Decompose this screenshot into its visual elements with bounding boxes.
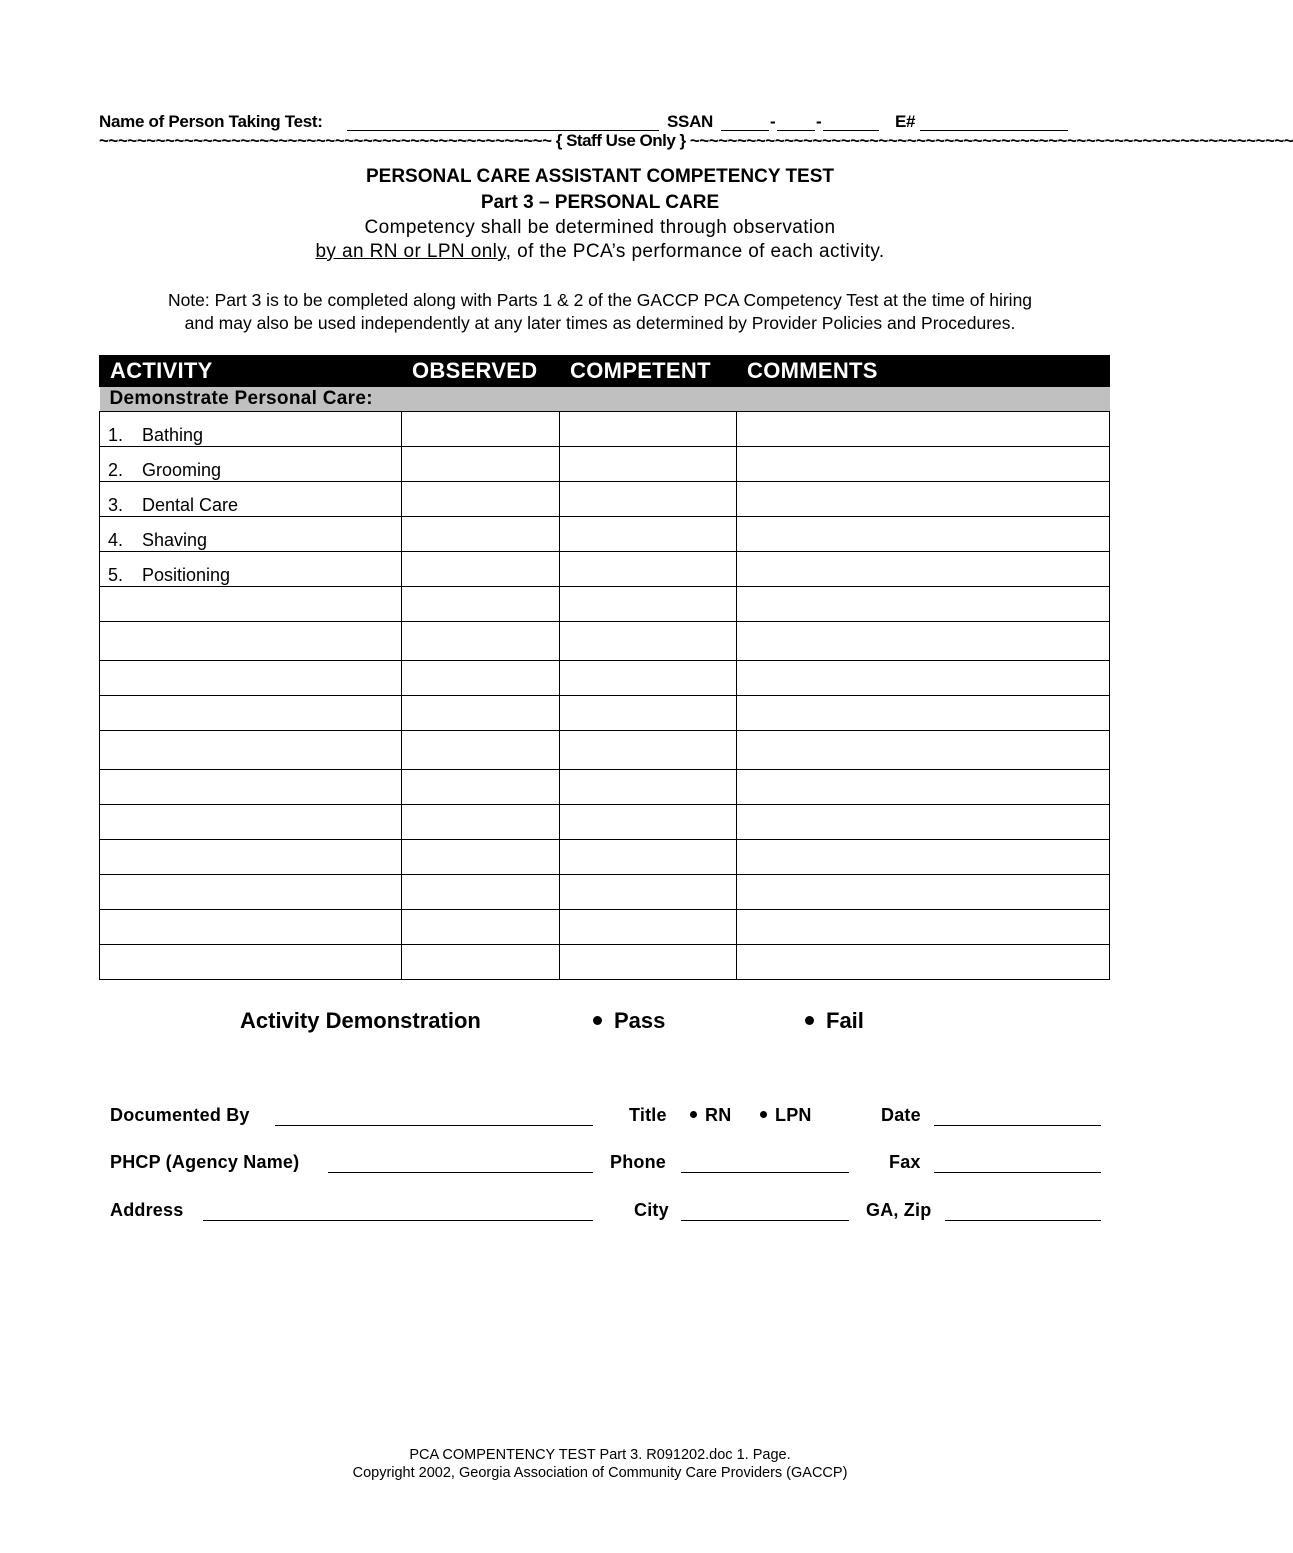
activity-cell[interactable] — [100, 770, 402, 805]
ga-zip-label: GA, Zip — [866, 1200, 932, 1220]
activity-demonstration-label: Activity Demonstration — [240, 1008, 481, 1033]
competent-cell[interactable] — [560, 412, 737, 447]
comments-cell[interactable] — [737, 770, 1110, 805]
activity-cell — [100, 482, 402, 517]
phone-label: Phone — [610, 1152, 667, 1172]
competent-cell[interactable] — [560, 770, 737, 805]
item-number: 1. — [108, 425, 124, 445]
table-row — [100, 412, 1110, 447]
ssan-dash-2: - — [816, 112, 822, 131]
activity-cell[interactable] — [100, 805, 402, 840]
activity-cell — [100, 517, 402, 552]
comments-cell[interactable] — [737, 840, 1110, 875]
competent-cell[interactable] — [560, 910, 737, 945]
rn-bullet-icon[interactable] — [690, 1111, 697, 1118]
observed-cell[interactable] — [402, 770, 560, 805]
activity-cell[interactable] — [100, 696, 402, 731]
test-taker-header — [99, 112, 1079, 132]
table-row — [100, 910, 1110, 945]
pass-option[interactable] — [593, 1008, 665, 1034]
comments-cell[interactable] — [737, 622, 1110, 661]
table-row — [100, 805, 1110, 840]
table-header-row — [100, 356, 1110, 387]
competency-table — [99, 355, 1110, 980]
comments-cell[interactable] — [737, 945, 1110, 980]
comments-cell[interactable] — [737, 517, 1110, 552]
activity-cell[interactable] — [100, 910, 402, 945]
activity-cell[interactable] — [100, 731, 402, 770]
observed-cell[interactable] — [402, 447, 560, 482]
observed-cell[interactable] — [402, 805, 560, 840]
note-line-2: and may also be used independently at any later times as determined by Provider Policies and Procedures. — [184, 313, 1016, 333]
table-row — [100, 731, 1110, 770]
table-row — [100, 661, 1110, 696]
item-number: 2. — [108, 460, 124, 480]
activity-cell[interactable] — [100, 945, 402, 980]
col-observed: OBSERVED — [402, 356, 560, 387]
rn-option[interactable] — [690, 1105, 731, 1126]
comments-cell[interactable] — [737, 552, 1110, 587]
col-competent: COMPETENT — [560, 356, 737, 387]
competent-cell[interactable] — [560, 840, 737, 875]
note-line-1: Note: Part 3 is to be completed along with Parts 1 & 2 of the GACCP PCA Competency Test at the time of hiring — [167, 290, 1033, 310]
footer-doc-info: PCA COMPENTENCY TEST Part 3. R091202.doc 1. Page. — [409, 1447, 791, 1463]
comments-cell[interactable] — [737, 696, 1110, 731]
table-row — [100, 622, 1110, 661]
observed-cell[interactable] — [402, 482, 560, 517]
comments-cell[interactable] — [737, 412, 1110, 447]
competent-cell[interactable] — [560, 945, 737, 980]
competent-cell[interactable] — [560, 696, 737, 731]
item-number: 5. — [108, 565, 124, 585]
date-label: Date — [881, 1105, 921, 1125]
competent-cell[interactable] — [560, 731, 737, 770]
observed-cell[interactable] — [402, 552, 560, 587]
comments-cell[interactable] — [737, 731, 1110, 770]
table-row — [100, 517, 1110, 552]
instruction-line-1: Competency shall be determined through observation — [364, 217, 836, 238]
activity-cell[interactable] — [100, 622, 402, 661]
address-label: Address — [110, 1200, 184, 1220]
col-comments: COMMENTS — [737, 356, 1110, 387]
table-row — [100, 482, 1110, 517]
activity-cell[interactable] — [100, 661, 402, 696]
activity-cell[interactable] — [100, 587, 402, 622]
fail-label: Fail — [826, 1008, 864, 1033]
form-part-title: Part 3 – PERSONAL CARE — [480, 192, 720, 213]
documented-by-field[interactable] — [275, 1124, 593, 1126]
activity-cell — [100, 412, 402, 447]
staff-use-only-divider: ~~~~~~~~~~~~~~~~~~~~~~~~~~~~~~~~~~~~~~~~~~~~~~~~ { Staff Use Only } ~~~~~~~~~~~~~~~~~~~~~~~~~~~~~~~~~~~~~~~~~~~~~~~~~~~~~~~~~~~~~~~~ — [99, 131, 1293, 150]
comments-cell[interactable] — [737, 910, 1110, 945]
competent-cell[interactable] — [560, 622, 737, 661]
observed-cell[interactable] — [402, 517, 560, 552]
ssan-label: SSAN — [667, 112, 714, 131]
form-title: PERSONAL CARE ASSISTANT COMPETENCY TEST — [365, 166, 834, 187]
competent-cell[interactable] — [560, 875, 737, 910]
comments-cell[interactable] — [737, 875, 1110, 910]
pass-bullet-icon[interactable] — [593, 1016, 602, 1025]
observed-cell[interactable] — [402, 875, 560, 910]
observed-cell[interactable] — [402, 945, 560, 980]
observed-cell[interactable] — [402, 910, 560, 945]
comments-cell[interactable] — [737, 805, 1110, 840]
footer-copyright: Copyright 2002, Georgia Association of Community Care Providers (GACCP) — [352, 1465, 848, 1481]
item-number: 3. — [108, 495, 124, 515]
ssan-dash-1: - — [770, 112, 776, 131]
observed-cell[interactable] — [402, 840, 560, 875]
ssan-part3-field[interactable] — [823, 112, 879, 131]
phone-field[interactable] — [681, 1171, 849, 1173]
item-label: Grooming — [142, 460, 222, 480]
section-row — [100, 387, 1110, 412]
city-label: City — [634, 1200, 669, 1220]
ssan-part2-field[interactable] — [777, 112, 815, 131]
enum-label: E# — [895, 112, 916, 131]
table-row — [100, 770, 1110, 805]
agency-name-field[interactable] — [328, 1171, 593, 1173]
name-field[interactable] — [347, 112, 659, 131]
comments-cell[interactable] — [737, 482, 1110, 517]
fail-option[interactable] — [805, 1008, 864, 1034]
address-field[interactable] — [203, 1219, 593, 1221]
pass-label: Pass — [614, 1008, 666, 1033]
activity-cell — [100, 447, 402, 482]
item-label: Dental Care — [142, 495, 239, 515]
lpn-bullet-icon[interactable] — [760, 1111, 767, 1118]
activity-cell[interactable] — [100, 875, 402, 910]
fail-bullet-icon[interactable] — [805, 1016, 814, 1025]
table-row — [100, 945, 1110, 980]
table-row — [100, 840, 1110, 875]
section-label: Demonstrate Personal Care: — [100, 387, 1110, 412]
comments-cell[interactable] — [737, 661, 1110, 696]
lpn-label: LPN — [775, 1105, 812, 1125]
item-label: Shaving — [142, 530, 208, 550]
competent-cell[interactable] — [560, 552, 737, 587]
item-label: Positioning — [142, 565, 231, 585]
fax-label: Fax — [889, 1152, 921, 1172]
item-label: Bathing — [142, 425, 204, 445]
agency-name-label: PHCP (Agency Name) — [110, 1152, 300, 1172]
enum-field[interactable] — [920, 112, 1068, 131]
competent-cell[interactable] — [560, 447, 737, 482]
rn-label: RN — [705, 1105, 732, 1125]
table-row — [100, 587, 1110, 622]
competent-cell[interactable] — [560, 482, 737, 517]
instruction-underlined: by an RN or LPN only — [315, 241, 506, 262]
title-label: Title — [629, 1105, 667, 1125]
item-number: 4. — [108, 530, 124, 550]
table-row — [100, 552, 1110, 587]
observed-cell[interactable] — [402, 731, 560, 770]
table-row — [100, 696, 1110, 731]
activity-cell — [100, 552, 402, 587]
city-field[interactable] — [681, 1219, 849, 1221]
observed-cell[interactable] — [402, 412, 560, 447]
lpn-option[interactable] — [760, 1105, 812, 1126]
observed-cell[interactable] — [402, 661, 560, 696]
table-row — [100, 447, 1110, 482]
observed-cell[interactable] — [402, 587, 560, 622]
ssan-part1-field[interactable] — [721, 112, 769, 131]
competent-cell[interactable] — [560, 805, 737, 840]
observed-cell[interactable] — [402, 622, 560, 661]
documented-by-label: Documented By — [110, 1105, 250, 1125]
activity-cell[interactable] — [100, 840, 402, 875]
competent-cell[interactable] — [560, 661, 737, 696]
instruction-rest: , of the PCA’s performance of each activity. — [505, 241, 885, 262]
table-row — [100, 875, 1110, 910]
comments-cell[interactable] — [737, 587, 1110, 622]
instruction-line-2 — [0, 241, 1200, 263]
name-label: Name of Person Taking Test: — [99, 112, 323, 131]
competent-cell[interactable] — [560, 517, 737, 552]
date-field[interactable] — [934, 1124, 1101, 1126]
ga-zip-field[interactable] — [945, 1219, 1101, 1221]
col-activity: ACTIVITY — [100, 356, 402, 387]
competent-cell[interactable] — [560, 587, 737, 622]
comments-cell[interactable] — [737, 447, 1110, 482]
observed-cell[interactable] — [402, 696, 560, 731]
fax-field[interactable] — [934, 1171, 1101, 1173]
